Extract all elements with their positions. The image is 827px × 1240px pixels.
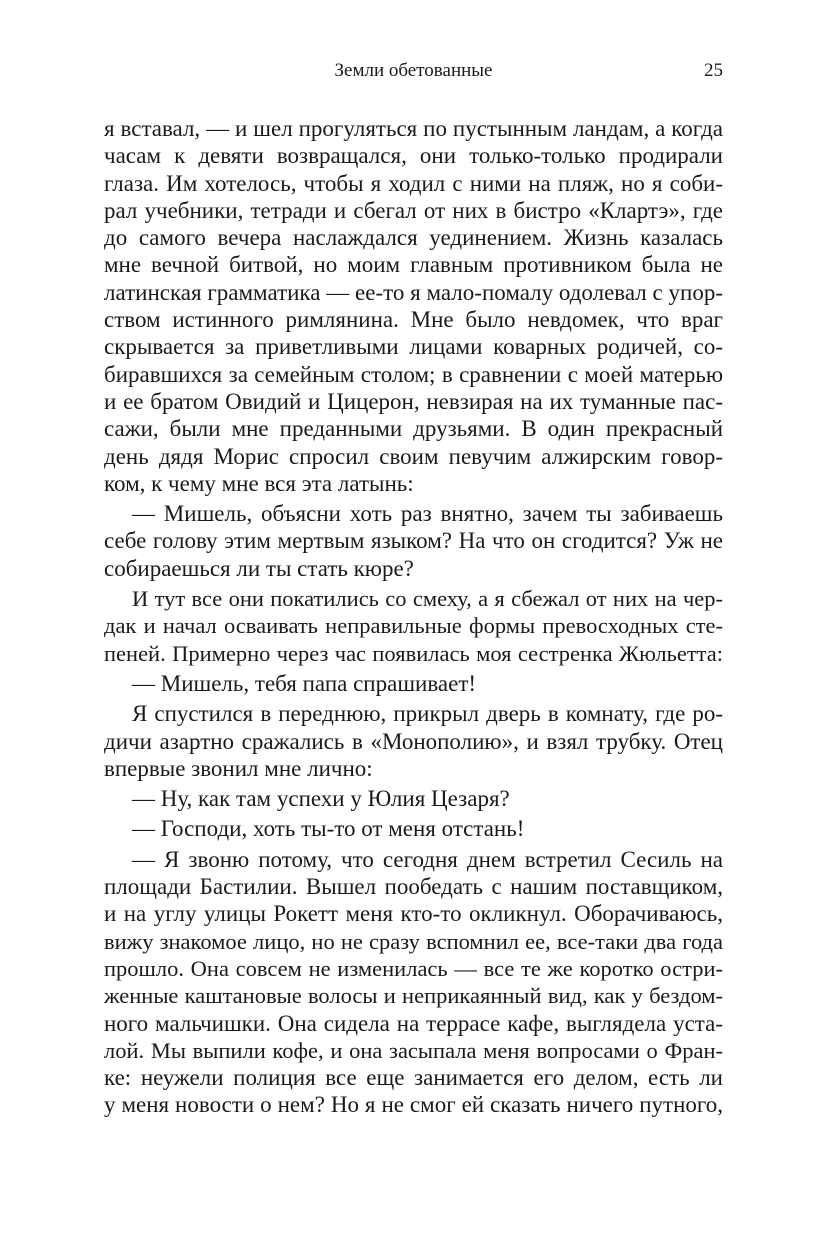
text-line: женные каштановые волосы и неприкаянный вид, как у бездом- [104,983,723,1009]
text-line: вижу знакомое лицо, но не сразу вспомнил ее, все-таки два года [104,928,723,954]
text-line: и на углу улицы Рокетт меня кто-то окликнул. Оборачиваюсь, [104,901,723,927]
dialogue-line: — Я звоню потому, что сегодня днем встретил Сесиль на [132,846,723,872]
text-line: прошло. Она совсем не изменилась — все те же коротко остри- [104,955,723,981]
text-line: площади Бастилии. Вышел пообедать с нашим поставщиком, [104,874,723,900]
text-line: часам к девяти возвращался, они только-только продирали [104,143,723,169]
text-line: до самого вечера наслаждался уединением. Жизнь казалась [104,225,723,251]
text-line: впервые звонил мне лично: [104,755,373,781]
text-line: себе голову этим мертвым языком? На что он сгодится? Уж не [104,528,723,554]
running-title: Земли обетованные [334,60,493,81]
text-line: сажи, были мне преданными друзьями. В один прекрасный [104,416,723,442]
text-line: день дядя Морис спросил своим певучим алжирским говор- [104,443,723,469]
text-line: я вставал, — и шел прогуляться по пустынным ландам, а когда [104,116,723,141]
text-line: дичи азартно сражались в «Монополию», и взял трубку. Отец [104,728,723,754]
text-line: рал учебники, тетради и сбегал от них в бистро «Клартэ», где [104,197,723,223]
page-number: 25 [704,60,723,81]
text-line: у меня новости о нем? Но я не смог ей сказать ничего путного, [104,1092,723,1118]
dialogue-line: — Господи, хоть ты-то от меня отстань! [132,816,525,842]
text-line: ке: неужели полиция все еще занимается его делом, есть ли [104,1065,723,1091]
text-line: лой. Мы выпили кофе, и она засыпала меня вопросами о Фран- [104,1037,723,1063]
paragraph-start-line: Я спустился в переднюю, прикрыл дверь в комнату, где ро- [132,701,723,727]
dialogue-line: — Мишель, объясни хоть раз внятно, зачем ты забиваешь [132,501,723,527]
text-line: собираешься ли ты стать кюре? [104,555,414,581]
text-line: скрывается за приветливыми лицами коварных родичей, со- [104,334,723,360]
body-text [104,115,723,1119]
text-line: и ее братом Овидий и Цицерон, невзирая на их туманные пас- [104,388,723,414]
text-line: ного мальчишки. Она сидела на террасе кафе, выглядела уста- [104,1010,723,1036]
text-line: биравшихся за семейным столом; в сравнении с моей матерью [104,361,723,387]
paragraph-start-line: И тут все они покатились со смеху, а я сбежал от них на чер- [132,586,723,612]
text-line: ком, к чему мне вся эта латынь: [104,470,414,496]
text-line: глаза. Им хотелось, чтобы я ходил с ними на пляж, но я соби- [104,170,723,196]
text-line: ством истинного римлянина. Мне было невдомек, что враг [104,307,723,333]
dialogue-line: — Ну, как там успехи у Юлия Цезаря? [132,786,510,812]
text-line: мне вечной битвой, но моим главным противником была не [104,252,723,278]
running-header [104,60,723,88]
text-line: пеней. Примерно через час появилась моя сестренка Жюльетта: [104,640,723,666]
text-line: дак и начал осваивать неправильные формы превосходных сте- [104,613,723,639]
dialogue-line: — Мишель, тебя папа спрашивает! [132,670,477,696]
text-line: латинская грамматика — ее-то я мало-помалу одолевал с упор- [104,279,723,305]
